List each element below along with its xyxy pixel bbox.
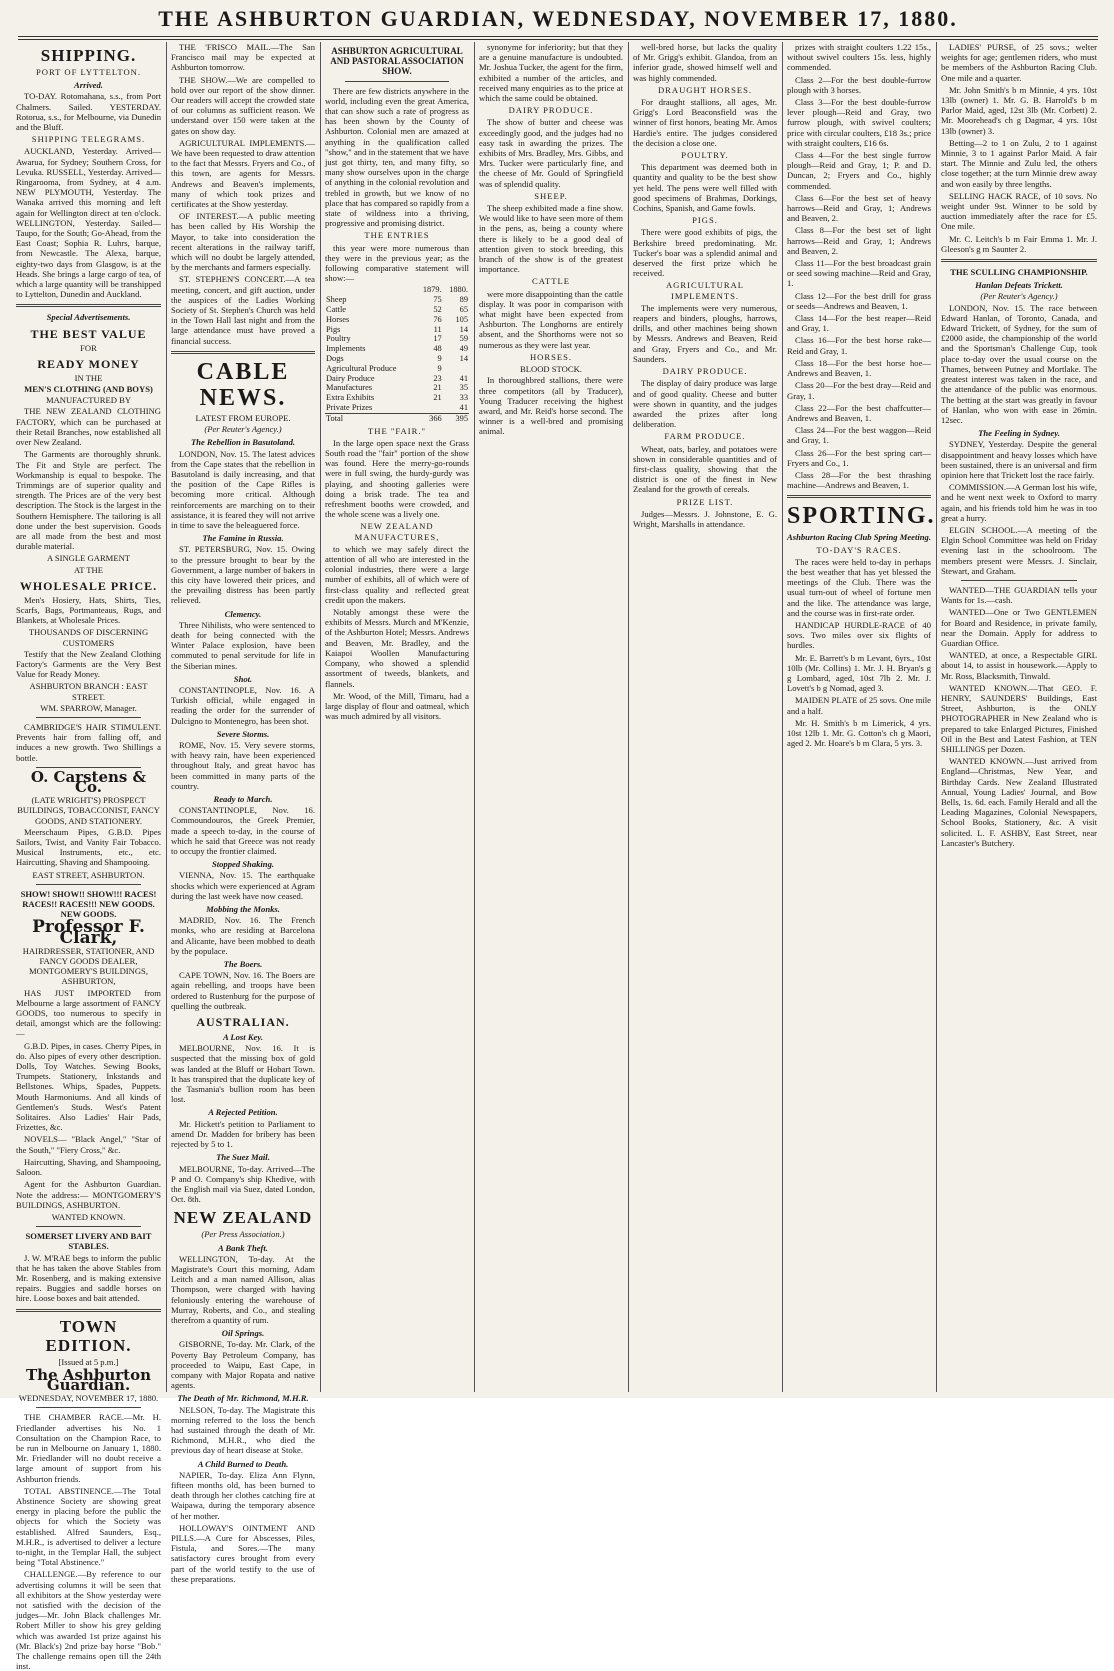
manufactures-text: to which we may safely direct the attention of all who are interested in the colonial industries, there were a large number of exhibits, all of which were of first-class quality and reflected great credit upon the makers.: [325, 543, 469, 605]
class-m: Class 26—For the best spring cart—Fryers and Co., 1.: [787, 447, 931, 468]
manager-name: WM. SPARROW, Manager.: [40, 702, 137, 713]
suez-heading: The Suez Mail.: [216, 1152, 270, 1163]
horses-heading: HORSES.: [529, 351, 573, 362]
table-row: [325, 295, 469, 305]
divider: [16, 1309, 161, 1312]
abstinence-text: TOTAL ABSTINENCE.—The Total Abstinence Society are showing great energy in placing before the public the objects for which the Society was established. Alfred Saunders, Esq., M.H.R., is advertised to deliver a lecture to-night, in the Templar Hall, the subject being "Total Abstinence.": [16, 1485, 161, 1568]
class-h: Class 16—For the best horse rake—Reid and Gray, 1.: [787, 335, 931, 356]
table-cell: 23: [433, 373, 442, 383]
divider: [171, 351, 315, 354]
hurdle-text: Mr. E. Barrett's b m Levant, 6yrs., 10st 10lb (Mr. Collins) 1. Mr. J. H. Bryan's g g Lombard, aged, 10st 7lb 2. Mr. J. Lovett's b g Nomad, aged 3.: [787, 652, 931, 694]
selling-hack-heading: SELLING HACK RACE, of 10 sovs. No weight under 9st. Winner to be sold by auction immediately after the race for £5. One mile.: [941, 190, 1097, 232]
divider: [36, 1226, 141, 1227]
mens-clothing: MEN'S CLOTHING (AND BOYS): [24, 384, 153, 395]
pigs-text: There were good exhibits of pigs, the Berkshire breed predominating. Mr. Tucker's boar was a splendid animal and deserved the first prize which he received.: [633, 227, 777, 279]
judges-text: Judges—Messrs. J. Johnstone, E. G. Wright, Marshalls in attendance.: [633, 508, 777, 529]
table-row: [325, 325, 469, 335]
table-cell: 41: [459, 403, 468, 413]
monks-text: MADRID, Nov. 16. The French monks, who are residing at Barcelona and Alicante, have been mobbed to death by the populace.: [171, 915, 315, 956]
lost-key-heading: A Lost Key.: [222, 1032, 264, 1043]
show-text: THE SHOW.—We are compelled to hold over our report of the show dinner. Our readers will accept the crowded state of our columns as sufficient reason. We understand over 150 were taken at the gates on show day.: [171, 74, 315, 136]
table-row: [325, 374, 469, 384]
petition-text: Mr. Hickett's petition to Parliament to amend Dr. Madden for bribery has been rejected by 5 to 1.: [171, 1118, 315, 1150]
boers-heading: The Boers.: [223, 959, 263, 970]
table-cell: 14: [459, 324, 468, 334]
famine-heading: The Famine in Russia.: [202, 533, 284, 544]
column-4: [479, 42, 623, 1392]
sculling-heading: THE SCULLING CHAMPIONSHIP.: [950, 267, 1088, 278]
storms-heading: Severe Storms.: [216, 728, 270, 739]
blood-stock-heading: BLOOD STOCK.: [520, 364, 582, 375]
table-cell: 48: [433, 344, 442, 354]
sporting-heading: SPORTING.: [787, 503, 936, 530]
maturity-text: Notably amongst these were the exhibits of Messrs. Murch and M'Kenzie, of the Ashburton Hotel; Messrs. Andrews and Beaven, Mr. Bradley, and the Kaiapoi Woollen Manufacturing Company, who showed a splendid assortment of tweeds, blankets, and flannels.: [325, 607, 469, 689]
races-text: The races were held to-day in perhaps the best weather that has yet blessed the meetings of the Club. There was the usual turn-out of wheel of fortune men and the like. The attendance was large, and the course was in first-rate order.: [787, 556, 931, 618]
table-row: [325, 393, 469, 403]
class-j: Class 20—For the best dray—Reid and Gray, 1.: [787, 380, 931, 401]
wanted-known: WANTED KNOWN.: [51, 1211, 126, 1222]
table-cell: 65: [459, 305, 468, 315]
horses-text: In thoroughbred stallions, there were three competitors (all by Traducer), Young Traducer receiving the highest award, and Mr. Reid's horse second. The winner is a well-bred and promising animal.: [479, 375, 623, 437]
clemency-heading: Clemency.: [224, 608, 262, 619]
telegrams-text: AUCKLAND, Yesterday. Arrived—Awarua, for Sydney; Southern Cross, for Levuka. RUSSELL, Yesterday. Arrived—Ringarooma, from Sydney, at 4 a.m. NEW PLYMOUTH, Yesterday. The Wanaka arrived this morning and left again for Wellington direct at ten o'clock. WELLINGTON, Yesterday. Sailed—Taupo, for the South; Go-Ahead, from the East Coast; Sophia R. Luhrs, barque, from Newcastle. The Alexa, barque, eighty-two days from Glasgow, is at the Heads. She brings a large cargo of tea, of which a large quantity will be transhipped to Lyttelton, Dunedin and Auckland.: [16, 146, 161, 300]
intro-text: There are few districts anywhere in the world, including even the great America, that can show such a rate of progress as has been shown by the County of Ashburton. Colonial men are amazed at anything in the qualification called "show," and in the statement that we have just got thirty, ten, and many fifty, so many show ourselves upon in the charge of anything in the colonial revolution and trebled in growth, but we know of no place that has compared so rapidly from a state of wildness into a thriving, progressive and promising district.: [325, 85, 469, 229]
selling-hack-text: Mr. C. Leitch's b m Fair Emma 1. Mr. J. Gleeson's g m Saunter 2.: [941, 233, 1097, 254]
divider: [36, 1407, 141, 1408]
for-text: FOR: [80, 342, 97, 353]
table-cell: 75: [433, 295, 442, 305]
death-heading: The Death of Mr. Richmond, M.H.R.: [177, 1393, 309, 1404]
table-row: [325, 334, 469, 344]
monks-heading: Mobbing the Monks.: [206, 904, 280, 915]
single-garment: A SINGLE GARMENT: [46, 553, 131, 564]
column-rule: [320, 42, 321, 1392]
elgin-text: ELGIN SCHOOL.—A meeting of the Elgin School Committee was held on Friday evening last in the schoolroom. The members present were Messrs. J. Sinclair, Stewart, and Graham.: [941, 524, 1097, 576]
table-cell: Extra Exhibits: [326, 393, 375, 403]
clark-list: G.B.D. Pipes, in cases. Cherry Pipes, in do. Also pipes of every other description. Dolls, Toy Watches. Sewing Books, Trumpets. Stationery, Inkstands and Bellstones. Whips, Spades, Puppets. Mouth Harmoniums. And all kinds of Gentlemen's Studs. West's Patent Solitaires. Also Ladies' Hair Pads, Frizettes, &c.: [16, 1040, 161, 1133]
table-cell: 105: [455, 314, 468, 324]
table-row: [325, 354, 469, 364]
class-l: Class 24—For the best waggon—Reid and Gray, 1.: [787, 425, 931, 446]
table-cell: 11: [433, 324, 442, 334]
sculling-subheading: Hanlan Defeats Trickett.: [975, 280, 1063, 291]
table-cell: Total: [325, 413, 416, 423]
class-g: Class 14—For the best reaper—Reid and Gray, 1.: [787, 313, 931, 334]
frisco-mail-text: THE 'FRISCO MAIL.—The San Francisco mail may be expected at Ashburton tomorrow.: [171, 42, 315, 73]
table-cell: 366: [416, 413, 442, 423]
wanted-3: WANTED, at once, a Respectable GIRL about 14, to assist in housework.—Apply to Mr. Ross, Blacksmith, Tinwald.: [941, 650, 1097, 681]
fair-heading: THE "FAIR.": [368, 425, 426, 436]
dairy-text: The show of butter and cheese was exceedingly good, and the judges had no easy task in awarding the prizes. The exhibits of Mrs. Bradley, Mrs. Gibbs, and Mrs. Tucker were particularly fine, and the cheese of Mr. Gould of Springfield was of splendid quality.: [479, 117, 623, 189]
poultry-heading: POULTRY.: [681, 150, 729, 161]
table-cell: 59: [459, 334, 468, 344]
table-cell: 21: [433, 393, 442, 403]
press-note: (Per Press Association.): [201, 1229, 285, 1240]
table-cell: 35: [459, 383, 468, 393]
theft-text: WELLINGTON, To-day. At the Magistrate's Court this morning, Adam Leitch and a man named Allison, alias Thompson, were charged with having feloniously entering the warehouse of Murray, Roberts, and Co., and stealing therefrom a quantity of rum.: [171, 1253, 315, 1325]
rebellion-heading: The Rebellion in Basutoland.: [190, 437, 296, 448]
class-e: Class 11—For the best broadcast grain or seed sowing machine—Reid and Gray, 1.: [787, 258, 931, 289]
manufactured-by: MANUFACTURED BY: [45, 395, 132, 406]
masthead: THE ASHBURTON GUARDIAN, WEDNESDAY, NOVEMBER 17, 1880.: [158, 6, 958, 31]
ready-march-heading: Ready to March.: [213, 794, 273, 804]
feeling-text: SYDNEY, Yesterday. Despite the general disappointment and heavy losses which have been sustained, there is an universal and firm opinion here that Trickett lost the race fairly.: [941, 439, 1097, 480]
table-cell: Pigs: [326, 324, 341, 334]
arrived-text: TO-DAY. Rotomahana, s.s., from Port Chalmers. Sailed. YESTERDAY. Rotorua, s.s., for Melbourne, via Dunedin and the Bluff.: [16, 91, 161, 133]
ladies-purse: LADIES' PURSE, of 25 sovs.; welter weights for age; gentlemen riders, who must be members of the Ashburton Racing Club. One mile and a quarter.: [941, 42, 1097, 83]
wanted-2: WANTED—One or Two GENTLEMEN for Board and Residence, in private family, near the Domain. Apply for address to Guardian Office.: [941, 607, 1097, 648]
entries-text: this year were more numerous than they were in the previous year; as the following comparative statement will show:—: [325, 242, 469, 284]
table-cell: Dairy Produce: [326, 373, 375, 383]
table-cell: Implements: [326, 344, 366, 354]
racing-club-heading: Ashburton Racing Club Spring Meeting.: [787, 532, 931, 543]
arrived-heading: Arrived.: [74, 80, 103, 91]
wholesale-price: WHOLESALE PRICE.: [19, 578, 158, 593]
column-6: [787, 42, 936, 1392]
shows-races-banner: SHOW! SHOW!! SHOW!!! RACES! RACES!! RACES!!! NEW GOODS. NEW GOODS.: [20, 888, 157, 920]
commission-text: COMMISSION.—A German lost his wife, and he went next week to Oxford to marry again, and his friends told him he was in too great a hurry.: [941, 482, 1097, 523]
table-row: [325, 403, 469, 413]
shipping-heading: SHIPPING.: [40, 46, 137, 65]
class-f: Class 12—For the best drill for grass or seeds—Andrews and Beaven, 1.: [787, 290, 931, 311]
table-cell: Manufactures: [326, 383, 373, 393]
table-cell: Cattle: [326, 305, 347, 315]
agency-note: (Per Reuter's Agency.): [204, 424, 282, 435]
testify-text: Testify that the New Zealand Clothing Factory's Garments are the Very Best Value for Ready Money.: [16, 648, 161, 680]
agent-text: Agent for the Ashburton Guardian. Note the address:— MONTGOMERY'S BUILDINGS, ASHBURTON.: [16, 1179, 161, 1210]
port-heading: PORT OF LYTTELTON.: [35, 67, 142, 77]
table-header-cell: [325, 285, 416, 295]
divider: [36, 717, 141, 718]
table-cell: 89: [459, 295, 468, 305]
holloway-text: HOLLOWAY'S OINTMENT AND PILLS.—A Cure for Abscesses, Piles, Fistula, and Sores.—The many satisfactory cures brought from every part of the world testify to the use of these preparations.: [171, 1522, 315, 1584]
dairy-produce-text: The display of dairy produce was large and of good quality. Cheese and butter were shown in quantity, and the judges awarded the prizes after long deliberation.: [633, 378, 777, 430]
class-text: Class 3—For the best double-furrow lever plough—Reid and Gray, two furrow plough, with swivel coulters; price with circular coulters, £18 3s.; price with straight coulters, £16 6s.: [787, 97, 931, 148]
column-rule: [628, 42, 629, 1392]
cattle-text: were more disappointing than the cattle display. It was poor in comparison with what might have been expected from Ashburton. The Longhorns are entirely absent, and the Shorthorns were not so numerous as they were last year.: [479, 288, 623, 350]
shaking-text: VIENNA, Nov. 15. The earthquake shocks which were experienced at Agram during the last week have now ceased.: [171, 870, 315, 901]
novels-text: NOVELS— "Black Angel," "Star of the South," "Fiery Cross," &c.: [16, 1134, 161, 1155]
town-edition: TOWN EDITION.: [45, 1316, 132, 1355]
rebellion-text: LONDON, Nov. 15. The latest advices from the Cape states that the rebellion in Basutoland is daily increasing, and that the position of the Cape Rifles is becoming more critical. Although reinforcements are marching on to their assistance, it is feared they will not arrive in time to save the beleaguered force.: [171, 448, 315, 530]
table-cell: 52: [433, 305, 442, 315]
table-cell: 41: [459, 373, 468, 383]
column-2: [171, 42, 315, 1584]
table-row: [325, 305, 469, 315]
col4-main: synonyme for inferiority; but that they are a genuine manufacture is undoubted. Mr. Joshua Tucker, the agent for the firm, exhibited a number of the articles, and received many enquiries as to the price at which the same could be obtained.: [479, 42, 623, 104]
east-street-address: EAST STREET, ASHBURTON.: [32, 869, 145, 880]
class-a: Class 2—For the best double-furrow plough with 3 horses.: [787, 74, 931, 95]
chamber-race-text: THE CHAMBER RACE.—Mr. H. Friedlander advertises his No. 1 Consultation on the Champion Race, to be run in Melbourne on January 1, 1880. Mr. Friedlander will no doubt receive a large amount of support from his Ashburton friends.: [16, 1412, 161, 1484]
ready-money: READY MONEY: [37, 356, 140, 371]
carstens-text: Meerschaum Pipes, G.B.D. Pipes Sailors, Twist, and Vanity Fair Tobacco. Musical Instruments, etc., etc. Haircutting, Shaving and Shampooing.: [16, 826, 161, 868]
special-ads-heading: Special Advertisements.: [46, 312, 131, 323]
sheep-text: The sheep exhibited made a fine show. We would like to have seen more of them in the pens, as, being a county where there is likely to be a good deal of attention given to stock breeding, this branch of the show is of the greatest importance.: [479, 203, 623, 275]
poultry-text: This department was deemed both in quantity and quality to be the best show yet held. The pens were well filled with good specimens of Brahmas, Dorkings, Cochins, Spanish, and Game fowls.: [633, 162, 777, 214]
divider: [36, 884, 141, 885]
sculling-text: LONDON, Nov. 15. The race between Edward Hanlan, of Toronto, Canada, and Edward Trickett, of Sydney, for the sum of £2000 aside, the championship of the world and the Sportsman's Challenge Cup, took place to-day over the usual course on the Thames, between Putney and Mortlake. The greatest interest was taken in the race, and the attendance of the public was enormous. The betting at the start was greatly in favour of Hanlan, who won with ease in 26min. 12sec.: [941, 302, 1097, 425]
betting-text: Betting—2 to 1 on Zulu, 2 to 1 against Minnie, 3 to 1 against Parlor Maid. A fair start. The Minnie and Zulu led, the others close together; at the turn Minnie drew away and won easily by three lengths.: [941, 137, 1097, 189]
in-the-text: IN THE: [74, 372, 103, 383]
fair-text: In the large open space next the Grass South road the "fair" portion of the show was found. Here the merry-go-rounds were in full swing, the hurdy-gurdy was playing, and shooting galleries were doing a brisk trade. The tea and refreshment booths were crowded, and the whole scene was a lively one.: [325, 437, 469, 520]
branch-address: ASHBURTON BRANCH : EAST STREET.: [29, 681, 148, 702]
clark-heading: Professor F. Clark,: [32, 917, 145, 948]
table-total-row: [325, 413, 469, 423]
masthead-rule: [18, 36, 1098, 40]
table-cell: 9: [437, 354, 442, 364]
wanted-1: WANTED—THE GUARDIAN tells your Wants for 1s.—cash.: [941, 584, 1097, 606]
child-heading: A Child Burned to Death.: [197, 1458, 289, 1469]
table-header-cell: 1879.: [422, 285, 442, 295]
new-zealand-heading: NEW ZEALAND: [173, 1208, 313, 1228]
table-cell: Poultry: [326, 334, 351, 344]
at-the-text: AT THE: [73, 564, 104, 575]
shot-text: CONSTANTINOPLE, Nov. 16. A Turkish official, while engaged in reading the order for the surrender of Dulcigno to Montenegro, has been shot.: [171, 684, 315, 726]
class-b: Class 4—For the best single furrow plough—Reid and Gray, 1; P. and D. Duncan, 2; Fryers and Co., highly commended.: [787, 150, 931, 191]
prize-list-heading: PRIZE LIST.: [676, 496, 734, 507]
column-rule: [166, 42, 167, 1392]
nz-clothing-text: THE NEW ZEALAND CLOTHING FACTORY, which can be purchased at their Retail Branches, now established all over New Zealand.: [16, 406, 161, 448]
farm-heading: FARM PRODUCE.: [664, 431, 746, 442]
ready-march-text: CONSTANTINOPLE, Nov. 16. Commoundouros, the Greek Premier, made a speech to-day, in the course of which he said that Greece was not ready to occupy the frontier claimed.: [171, 805, 315, 857]
sculling-agency: (Per Reuter's Agency.): [980, 291, 1058, 302]
famine-text: ST. PETERSBURG, Nov. 15. Owing to the pressure brought to bear by the Government, a large number of bakers in this city have lowered their prices, and the prevailing distress has been partly relieved.: [171, 544, 315, 606]
concert-text: ST. STEPHEN'S CONCERT.—A tea meeting, concert, and gift auction, under the auspices of the Ladies Working Society of St. Stephen's Church was held in the Town Hall last night and from the large attendance must have proved a financial success.: [171, 274, 315, 346]
dairy-produce-heading: DAIRY PRODUCE.: [662, 366, 748, 377]
entries-table: [325, 285, 469, 423]
column-rule: [936, 42, 937, 1392]
table-cell: 14: [459, 354, 468, 364]
column-7: [941, 42, 1097, 1392]
challenge-text: CHALLENGE.—By reference to our advertising columns it will be seen that all exhibitors at the Show yesterday were not satisfied with the decision of the judges—Mr. John Black challenges Mr. Robert Miller to show his grey gelding which was awarded 1st prize against his (Mr. Black's) 2nd prize bay horse "Bob." The challenge remains open till the 24th inst.: [16, 1569, 161, 1671]
hosiery-text: Men's Hosiery, Hats, Shirts, Ties, Scarfs, Bags, Portmanteaus, Rugs, and Blankets, at Wholesale Prices.: [16, 594, 161, 626]
clark-text: HAS JUST IMPORTED from Melbourne a large assortment of FANCY GOODS, too numerous to specify in detail, amongst which are the following:—: [16, 987, 161, 1039]
garments-text: The Garments are thoroughly shrunk. The Fit and Style are perfect. The Workmanship is equal to bespoke. The Trimmings are of superior quality and strength. The Prices are of the very best description. The Stock is the largest in the Southern Hemisphere. The tailoring is all done under the best supervision. Goods are all made from the best and most durable material.: [16, 449, 161, 552]
boers-text: CAPE TOWN, Nov. 16. The Boers are again rebelling, and troops have been ordered to Rustenburg for the purpose of quelling the outbreak.: [171, 970, 315, 1011]
column-5: [633, 42, 777, 1392]
machinery-text: The implements were very numerous, reapers and binders, ploughs, harrows, drills, and other machines being shown by Messrs. Andrews and Beaven, Reid and Gray, Fryers and Co., and Mr. Saunders.: [633, 302, 777, 364]
association-title: ASHBURTON AGRICULTURAL AND PASTORAL ASSOCIATION SHOW.: [330, 46, 464, 77]
thousands-text: THOUSANDS OF DISCERNING CUSTOMERS: [28, 627, 149, 648]
class-d: Class 8—For the best set of light harrows—Reid and Gray, 1; Andrews and Beaven, 2.: [787, 225, 931, 256]
table-cell: 9: [437, 363, 442, 373]
springs-text: GISBORNE, To-day. Mr. Clark, of the Poverty Bay Petroleum Company, has proceeded to Waipu, East Cape, in company with Major Ropata and native agents.: [171, 1339, 315, 1391]
table-row: [325, 383, 469, 393]
suez-text: MELBOURNE, To-day. Arrived—The P and O. Company's ship Khedive, with the English mail via Suez, dated London, Oct. 8th.: [171, 1163, 315, 1205]
springs-heading: Oil Springs.: [221, 1328, 265, 1339]
column-1: [16, 42, 161, 1671]
column-rule: [474, 42, 475, 1392]
wanted-5: WANTED KNOWN.—Just arrived from England—Christmas, New Year, and Birthday Cards. New Zealand Illustrated Annual, Young Ladies' Journal, and Bow Bells, 1s. 6d. each. Family Herald and all the Leading Magazines, Colonial Newspapers, School Books, Stationery, &c. A visit solicited. L. F. ASHBY, East Street, near Lancaster's Butchery.: [941, 756, 1097, 848]
maiden-heading: MAIDEN PLATE of 25 sovs. One mile and a half.: [787, 695, 931, 716]
latest-from-europe: LATEST FROM EUROPE.: [195, 412, 291, 423]
table-header-cell: 1880.: [449, 285, 468, 295]
table-cell: [416, 403, 442, 413]
child-text: NAPIER, To-day. Eliza Ann Flynn, fifteen months old, has been burned to death through her clothes catching fire at Waipawa, during the temporary absence of her mother.: [171, 1469, 315, 1521]
storms-text: ROME, Nov. 15. Very severe storms, with heavy rain, have been experienced throughout Italy, and great havoc has been committed in many parts of the country.: [171, 739, 315, 791]
divider: [941, 259, 1097, 262]
column-rule: [782, 42, 783, 1392]
wanted-4: WANTED KNOWN.—That GEO. F. HENRY, SAUNDERS' Buildings, East Street, Ashburton, is the ONLY PHOTOGRAPHER in New Zealand who is prepared to take Enlarged Pictures, Finished Oil in the Best and Latest Fashion, at TEN SHILLINGS per Dozen.: [941, 682, 1097, 754]
table-cell: 76: [433, 314, 442, 324]
divider: [16, 304, 161, 307]
class-c: Class 6—For the best set of heavy harrows—Reid and Gray, 1; Andrews and Beaven, 2.: [787, 192, 931, 224]
shot-heading: Shot.: [233, 673, 253, 684]
class-n: Class 28—For the best thrashing machine—Andrews and Beaven, 1.: [787, 469, 931, 491]
col5-main: well-bred horse, but lacks the quality of Mr. Grigg's exhibit. Glandoa, from an inferior grade, showed himself well and was highly commended.: [633, 42, 777, 83]
table-cell: 33: [459, 393, 468, 403]
ladies-purse-text: Mr. John Smith's b m Minnie, 4 yrs. 10st 13lb (owner) 1. Mr. G. B. Harrold's b m Parlor Maid, aged, 12st 3lb (Mr. Corbett) 2. Mr. Moorehead's ch g Dagmar, 4 yrs. 10st 13lb (owner) 3.: [941, 84, 1097, 136]
theft-heading: A Bank Theft.: [218, 1242, 268, 1253]
class-i: Class 18—For the best horse hoe—Andrews and Beaven, 1.: [787, 357, 931, 379]
dairy-heading: DAIRY PRODUCE.: [508, 105, 594, 116]
table-cell: Horses: [326, 314, 350, 324]
table-cell: Agricultural Produce: [326, 363, 397, 373]
maiden-text: Mr. H. Smith's b m Limerick, 4 yrs. 10st 12lb 1. Mr. G. Cotton's ch g Maori, aged 2. Mr. Hoare's b m Clara, 5 yrs. 3.: [787, 717, 931, 749]
hurdle-heading: HANDICAP HURDLE-RACE of 40 sovs. Two miles over six flights of hurdles.: [787, 619, 931, 651]
cable-news-heading: CABLE NEWS.: [196, 358, 290, 411]
clark-sub: HAIRDRESSER, STATIONER, AND FANCY GOODS DEALER, MONTGOMERY'S BUILDINGS, ASHBURTON,: [22, 945, 155, 987]
table-row: [325, 364, 469, 374]
petition-heading: A Rejected Petition.: [208, 1107, 278, 1118]
best-value: THE BEST VALUE: [30, 326, 147, 341]
mcrae-text: J. W. M'RAE begs to inform the public that he has taken the above Stables from Mr. Rosenberg, and is making extensive repairs. Buggies and saddle horses on hire. Loose boxes and bait attended.: [16, 1252, 161, 1304]
cattle-heading: CATTLE: [532, 276, 570, 287]
australian-heading: AUSTRALIAN.: [196, 1015, 290, 1030]
table-cell: 21: [433, 383, 442, 393]
divider: [345, 81, 449, 82]
pigs-heading: PIGS.: [692, 215, 718, 226]
table-cell: Private Prizes: [326, 403, 373, 413]
col6-main: prizes with straight coulters 1.22 15s., without swivel coulters 15s. less, highly commended.: [787, 42, 931, 73]
hair-stimulent-ad: CAMBRIDGE'S HAIR STIMULENT. Prevents hair from falling off, and induces a new growth. Two Shillings a bottle.: [16, 721, 161, 763]
carstens-sub: (LATE WRIGHT'S) PROSPECT BUILDINGS, TOBACCONIST, FANCY GOODS, AND STATIONERY.: [17, 795, 160, 826]
table-cell: 395: [443, 413, 469, 423]
telegrams-heading: SHIPPING TELEGRAMS.: [31, 134, 146, 145]
sheep-heading: SHEEP.: [534, 190, 568, 201]
clark-tail: Haircutting, Shaving, and Shampooing, Saloon.: [16, 1156, 161, 1178]
class-k: Class 22—For the best chaffcutter—Andrews and Beaven, 1.: [787, 402, 931, 423]
feeling-heading: The Feeling in Sydney.: [978, 428, 1060, 439]
edition-date: WEDNESDAY, NOVEMBER 17, 1880.: [18, 1393, 159, 1404]
table-cell: 49: [459, 344, 468, 354]
guardian-title: The Ashburton Guardian.: [26, 1365, 151, 1394]
table-cell: 17: [433, 334, 442, 344]
divider: [961, 580, 1077, 581]
draught-text: For draught stallions, all ages, Mr. Grigg's Lord Beaconsfield was the winner of first honors, beating Mr. Amos Hardie's entire. The judges considered the decision a close one.: [633, 97, 777, 148]
divider: [787, 495, 931, 498]
shaking-heading: Stopped Shaking.: [211, 859, 275, 870]
carstens-heading: O. Carstens & Co.: [30, 767, 147, 796]
table-row: [325, 344, 469, 354]
farm-text: Wheat, oats, barley, and potatoes were shown in considerable quantities and of first-class quality, showing that the district is one of the finest in New Zealand for the growth of cereals.: [633, 443, 777, 495]
todays-races-heading: TO-DAY'S RACES.: [816, 544, 902, 555]
draught-heading: DRAUGHT HORSES.: [657, 84, 753, 95]
table-cell: [443, 364, 469, 374]
column-3: [325, 42, 469, 1392]
table-row: [325, 315, 469, 325]
clemency-text: Three Nihilists, who were sentenced to death for being connected with the Winter Palace explosion, have been commuted to penal servitude for life in the Siberian mines.: [171, 619, 315, 671]
table-cell: Dogs: [326, 354, 344, 364]
interest-text: OF INTEREST.—A public meeting has been called by His Worship the Mayor, to take into consideration the recent alterations in the railway tariff, which will no doubt be largely attended, by the merchants and farmers especially.: [171, 211, 315, 273]
somerset-heading: SOMERSET LIVERY AND BAIT STABLES.: [25, 1231, 152, 1252]
table-cell: Sheep: [326, 295, 347, 305]
manufactures-heading: NEW ZEALAND MANUFACTURES,: [354, 521, 440, 542]
manufactures-end: Mr. Wood, of the Mill, Timaru, had a large display of flour and oatmeal, which was much admired by all visitors.: [325, 690, 469, 722]
death-text: NELSON, To-day. The Magistrate this morning referred to the loss the bench had sustained through the death of Mr. Richmond, M.H.R., who died the previous day of heart disease at Stoke.: [171, 1404, 315, 1456]
issued-note: [Issued at 5 p.m.]: [58, 1356, 119, 1367]
entries-heading: THE ENTRIES: [364, 230, 430, 241]
machinery-heading: AGRICULTURAL IMPLEMENTS.: [665, 280, 745, 301]
implements-text: AGRICULTURAL IMPLEMENTS.—We have been requested to draw attention to the fact that Messrs. Fryers and Co., of this town, are agents for Messrs. Andrews and Beaven's implements, many of which took prizes and certificates at the Show yesterday.: [171, 137, 315, 210]
lost-key-text: MELBOURNE, Nov. 16. It is suspected that the missing box of gold was landed at the Bluff or Hobart Town. It has transpired that the duplicate key of the Tasmania's bullion room has been lost.: [171, 1043, 315, 1105]
